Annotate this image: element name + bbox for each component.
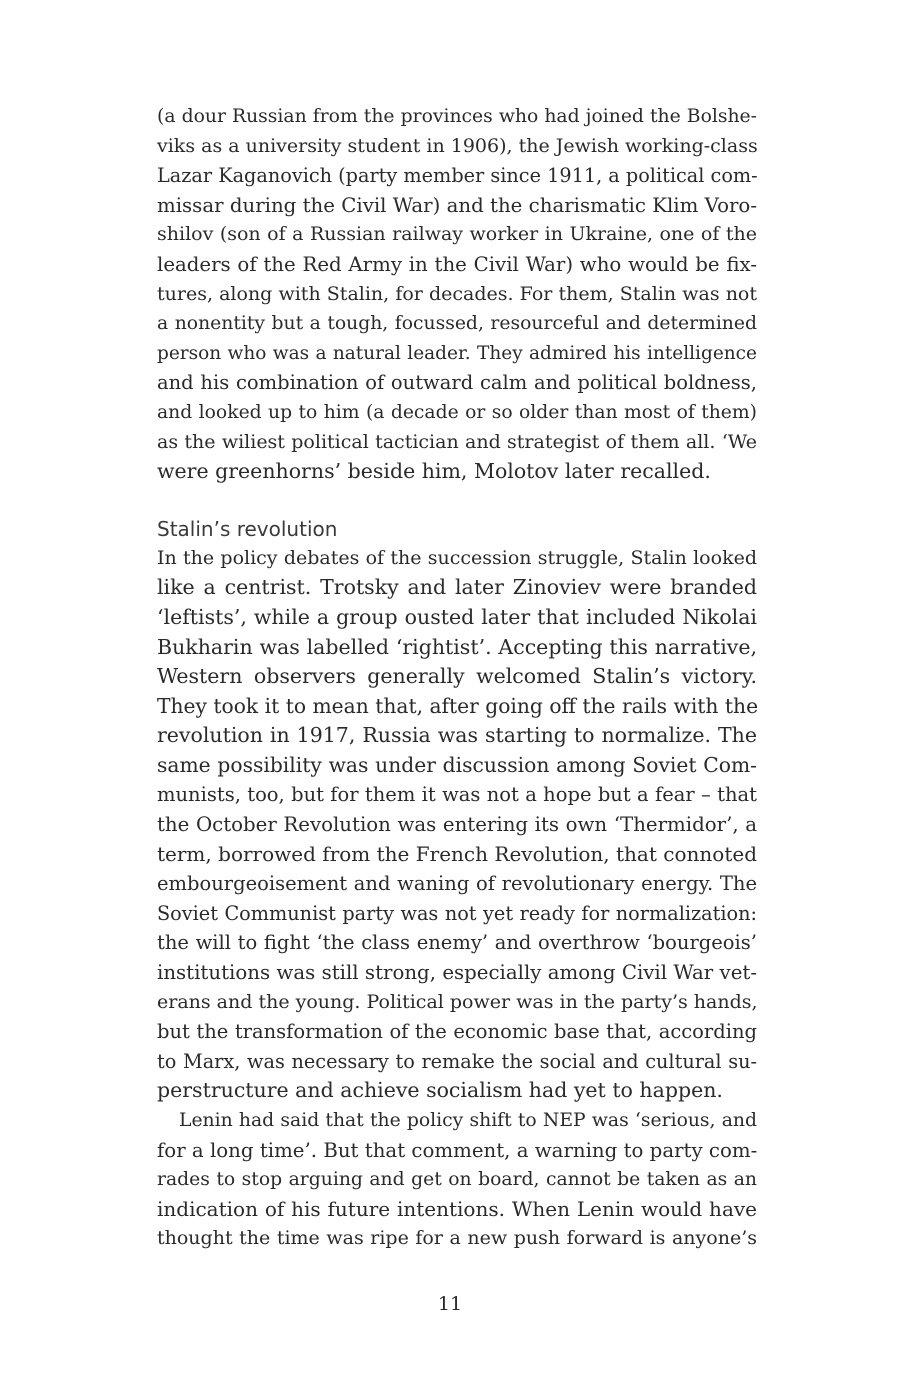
text-line: but the transformation of the economic base that, according — [157, 1020, 757, 1044]
text-line: thought the time was ripe for a new push forward is anyone’s — [157, 1227, 757, 1250]
text-line: indication of his future intentions. When Lenin would have — [157, 1196, 757, 1221]
text-line: munists, too, but for them it was not a hope but a fear – that — [157, 783, 757, 807]
paragraph-3 — [157, 1106, 757, 1254]
text-line: leaders of the Red Army in the Civil War) who would be fix- — [157, 252, 757, 276]
paragraph-2 — [157, 544, 757, 1106]
section-heading: Stalin’s revolution — [157, 516, 338, 541]
text-line: institutions was still strong, especially among Civil War vet- — [157, 961, 757, 985]
text-line: and his combination of outward calm and political boldness, — [157, 371, 757, 395]
text-line: missar during the Civil War) and the charismatic Klim Voro- — [157, 193, 757, 217]
text-line: a nonentity but a tough, focussed, resourceful and determined — [157, 313, 757, 335]
text-line: term, borrowed from the French Revolution, that connoted — [157, 841, 757, 866]
text-line: were greenhorns’ beside him, Molotov later recalled. — [157, 459, 711, 484]
text-line: for a long time’. But that comment, a warning to party com- — [157, 1138, 758, 1162]
text-line: the will to fight ‘the class enemy’ and overthrow ‘bourgeois’ — [157, 931, 757, 955]
text-line: erans and the young. Political power was in the party’s hands, — [157, 990, 758, 1013]
text-line: perstructure and achieve socialism had yet to happen. — [157, 1078, 723, 1103]
text-line: (a dour Russian from the provinces who had joined the Bolshe- — [157, 106, 757, 127]
text-line: ‘leftists’, while a group ousted later that included Nikolai — [157, 604, 757, 629]
text-line: rades to stop arguing and get on board, cannot be taken as an — [157, 1169, 757, 1191]
text-line: revolution in 1917, Russia was starting to normalize. The — [157, 723, 757, 748]
text-line: as the wiliest political tactician and strategist of them all. ‘We — [157, 430, 757, 453]
text-line: Lenin had said that the policy shift to NEP was ‘serious, and — [179, 1110, 757, 1131]
text-line: and looked up to him (a decade or so older than most of them) — [157, 401, 757, 423]
text-line: Bukharin was labelled ‘rightist’. Accepting this narrative, — [157, 634, 757, 659]
text-line: shilov (son of a Russian railway worker in Ukraine, one of the — [157, 223, 757, 246]
text-line: the October Revolution was entering its own ‘Thermidor’, a — [157, 813, 757, 837]
text-line: person who was a natural leader. They admired his intelligence — [157, 342, 757, 364]
text-line: Soviet Communist party was not yet ready for normalization: — [157, 901, 757, 925]
paragraph-1 — [157, 102, 757, 487]
text-line: same possibility was under discussion among Soviet Com- — [157, 752, 757, 777]
text-line: They took it to mean that, after going off the rails with the — [157, 693, 759, 718]
text-line: to Marx, was necessary to remake the social and cultural su- — [157, 1049, 757, 1073]
text-line: Western observers generally welcomed Stalin’s victory. — [157, 664, 757, 689]
text-line: tures, along with Stalin, for decades. For them, Stalin was not — [157, 282, 757, 305]
text-line: Lazar Kaganovich (party member since 1911, a political com- — [157, 164, 758, 188]
page-body — [157, 102, 757, 1254]
text-line: embourgeoisement and waning of revolutionary energy. The — [157, 872, 757, 896]
text-line: In the policy debates of the succession struggle, Stalin looked — [157, 546, 757, 569]
page-number: 11 — [437, 1293, 463, 1315]
text-line: viks as a university student in 1906), the Jewish working-class — [157, 134, 758, 157]
text-line: like a centrist. Trotsky and later Zinoviev were branded — [157, 575, 757, 600]
